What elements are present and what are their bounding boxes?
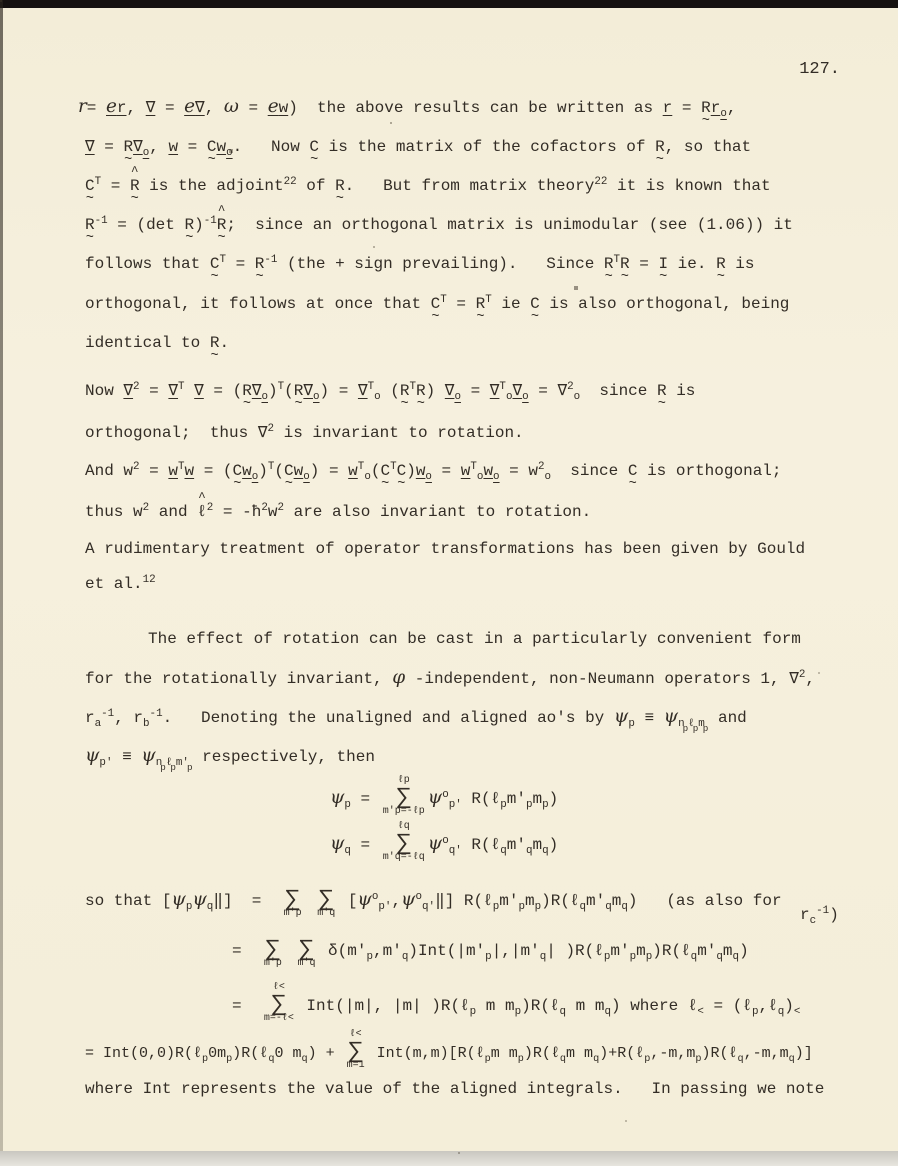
text-line: $r_c^{-1}$) xyxy=(800,905,839,928)
text-line: = ℓ< ∑ m=-ℓ< Int(|m|, |m| )R(ℓ$_p$ m $m_p)R(\ell_q$ m $m_q$) where ℓ$_<$ = $(\ell_p,\ell_q)_<$ xyxy=(232,982,801,1025)
text-line: = $Int(0,0)R(\ell_p0m_p)R(\ell_q0$ $m_q$) + ℓ< ∑ m=1 Int(m,m)[R(ℓ$_p$m $m_p)R(\ell_qm$ $m_q)+R(\ell_p,-m,m_p)R(\ell_q,-m,m_q)$] xyxy=(85,1029,813,1072)
text-line: A rudimentary treatment of operator transformations has been given by Gould xyxy=(85,540,806,558)
text-line: $\psi_p$ = ℓp ∑ m'p=-ℓp $\psi^o_{p'}$ $R(\ell_pm'_pm_p)$ xyxy=(330,775,559,818)
summation-symbol: ℓp ∑ m'p=-ℓp xyxy=(382,775,425,818)
summation-symbol: ∑ m'p xyxy=(263,935,282,970)
summation-symbol: ℓ< ∑ m=1 xyxy=(346,1029,365,1072)
text-line: $r_a^{-1}$, $r_b^{-1}$. Denoting the unaligned and aligned ao's by $\psi_p \equiv \psi_{np\ell pmp}$ and xyxy=(85,706,747,734)
summation-symbol: ∑ m'p xyxy=(283,885,302,920)
page-number: 127. xyxy=(799,60,840,79)
summation-symbol: ∑ m'q xyxy=(317,885,336,920)
text-line: Now ∇$^2$ = ∇$^T$ ∇ = (R ~ $\nabla_o)^T(R$ ~ $\nabla_o) = \nabla^T_o$ (R ~ $^T$R ~ ) $\nabla_o = \nabla^T_o\nabla_o = \nabla^2_o$ since R ~ is xyxy=(85,381,696,412)
text-line: r= er, ∇ = e∇, ω = ew) the above results can be written as r = R ~ $r_o$, xyxy=(78,96,737,129)
text-line: et al.$^{12}$ xyxy=(85,574,156,593)
text-line: follows that C ~ $^T$ = R ~ $^{-1}$ (the + sign prevailing). Since R ~ $^T$R ~ = I ~ ie. R ~ is xyxy=(85,254,755,285)
text-line: orthogonal; thus ∇$^2$ is invariant to rotation. xyxy=(85,423,524,442)
text-line: The effect of rotation can be cast in a particularly convenient form xyxy=(148,630,801,648)
text-line: And $w^2 = w^Tw = (C$ ~ $w_o)^T(C$ ~ $w_o) = w^T_o(C$ ~ $^T$C ~ )$w_o = w^T_ow_o = w^2_o$ since C ~ is orthogonal; xyxy=(85,461,782,492)
text-line: C ~ $^T$ = R ~ ^ is the adjoint$^{22}$ of R ~ . But from matrix theory$^{22}$ it is known that xyxy=(85,164,771,207)
text-line: identical to R ~ . xyxy=(85,334,230,364)
summation-symbol: ℓq ∑ m'q=-ℓq xyxy=(382,821,425,864)
text-line: thus $w^2$ and ℓ ^ $^2 = -ħ^2w^2$ are also invariant to rotation. xyxy=(85,490,592,521)
text-line: orthogonal, it follows at once that C ~ $^T$ = R ~ $^T$ ie C ~ is also orthogonal, being xyxy=(85,294,790,325)
summation-symbol: ∑ m'q xyxy=(297,935,316,970)
text-line: $\psi_q$ = ℓq ∑ m'q=-ℓq $\psi^o_{q'}$ $R(\ell_qm'_qm_q)$ xyxy=(330,821,559,864)
text-line: $\psi_{p'} \equiv \psi_{np\ell pm'p}$ respectively, then xyxy=(85,745,375,773)
text-line: so that $[\psi_p\psi_q‖]$ = ∑ m'p ∑ m'q $[\psi^o_{p'},\psi^o_{q'}‖]$ $R(\ell_pm'_pm_p)R(\ell_qm'_qm_q)$ (as also for xyxy=(85,880,782,922)
text-line: R ~ $^{-1}$ = (det R ~ )$^{-1}$R ~ ^ ; since an orthogonal matrix is unimodular (see (1.06)) it xyxy=(85,203,793,246)
text-line: = ∑ m'p ∑ m'q $\delta(m'_p,m'_q)Int(|m'_p|,|m'_q|$ )$R(\ell_pm'_pm_p)R(\ell_qm'_qm_q)$ xyxy=(232,930,749,972)
text-line: where Int represents the value of the aligned integrals. In passing we note xyxy=(85,1080,825,1098)
summation-symbol: ℓ< ∑ m=-ℓ< xyxy=(263,982,294,1025)
text-line: ∇ = R ~ $\nabla_o$, w = C ~ $w_o$. Now C ~ is the matrix of the cofactors of R ~ , so that xyxy=(85,138,752,168)
text-line: for the rotationally invariant, φ -independent, non-Neumann operators 1, ∇$^2$, xyxy=(85,667,815,688)
